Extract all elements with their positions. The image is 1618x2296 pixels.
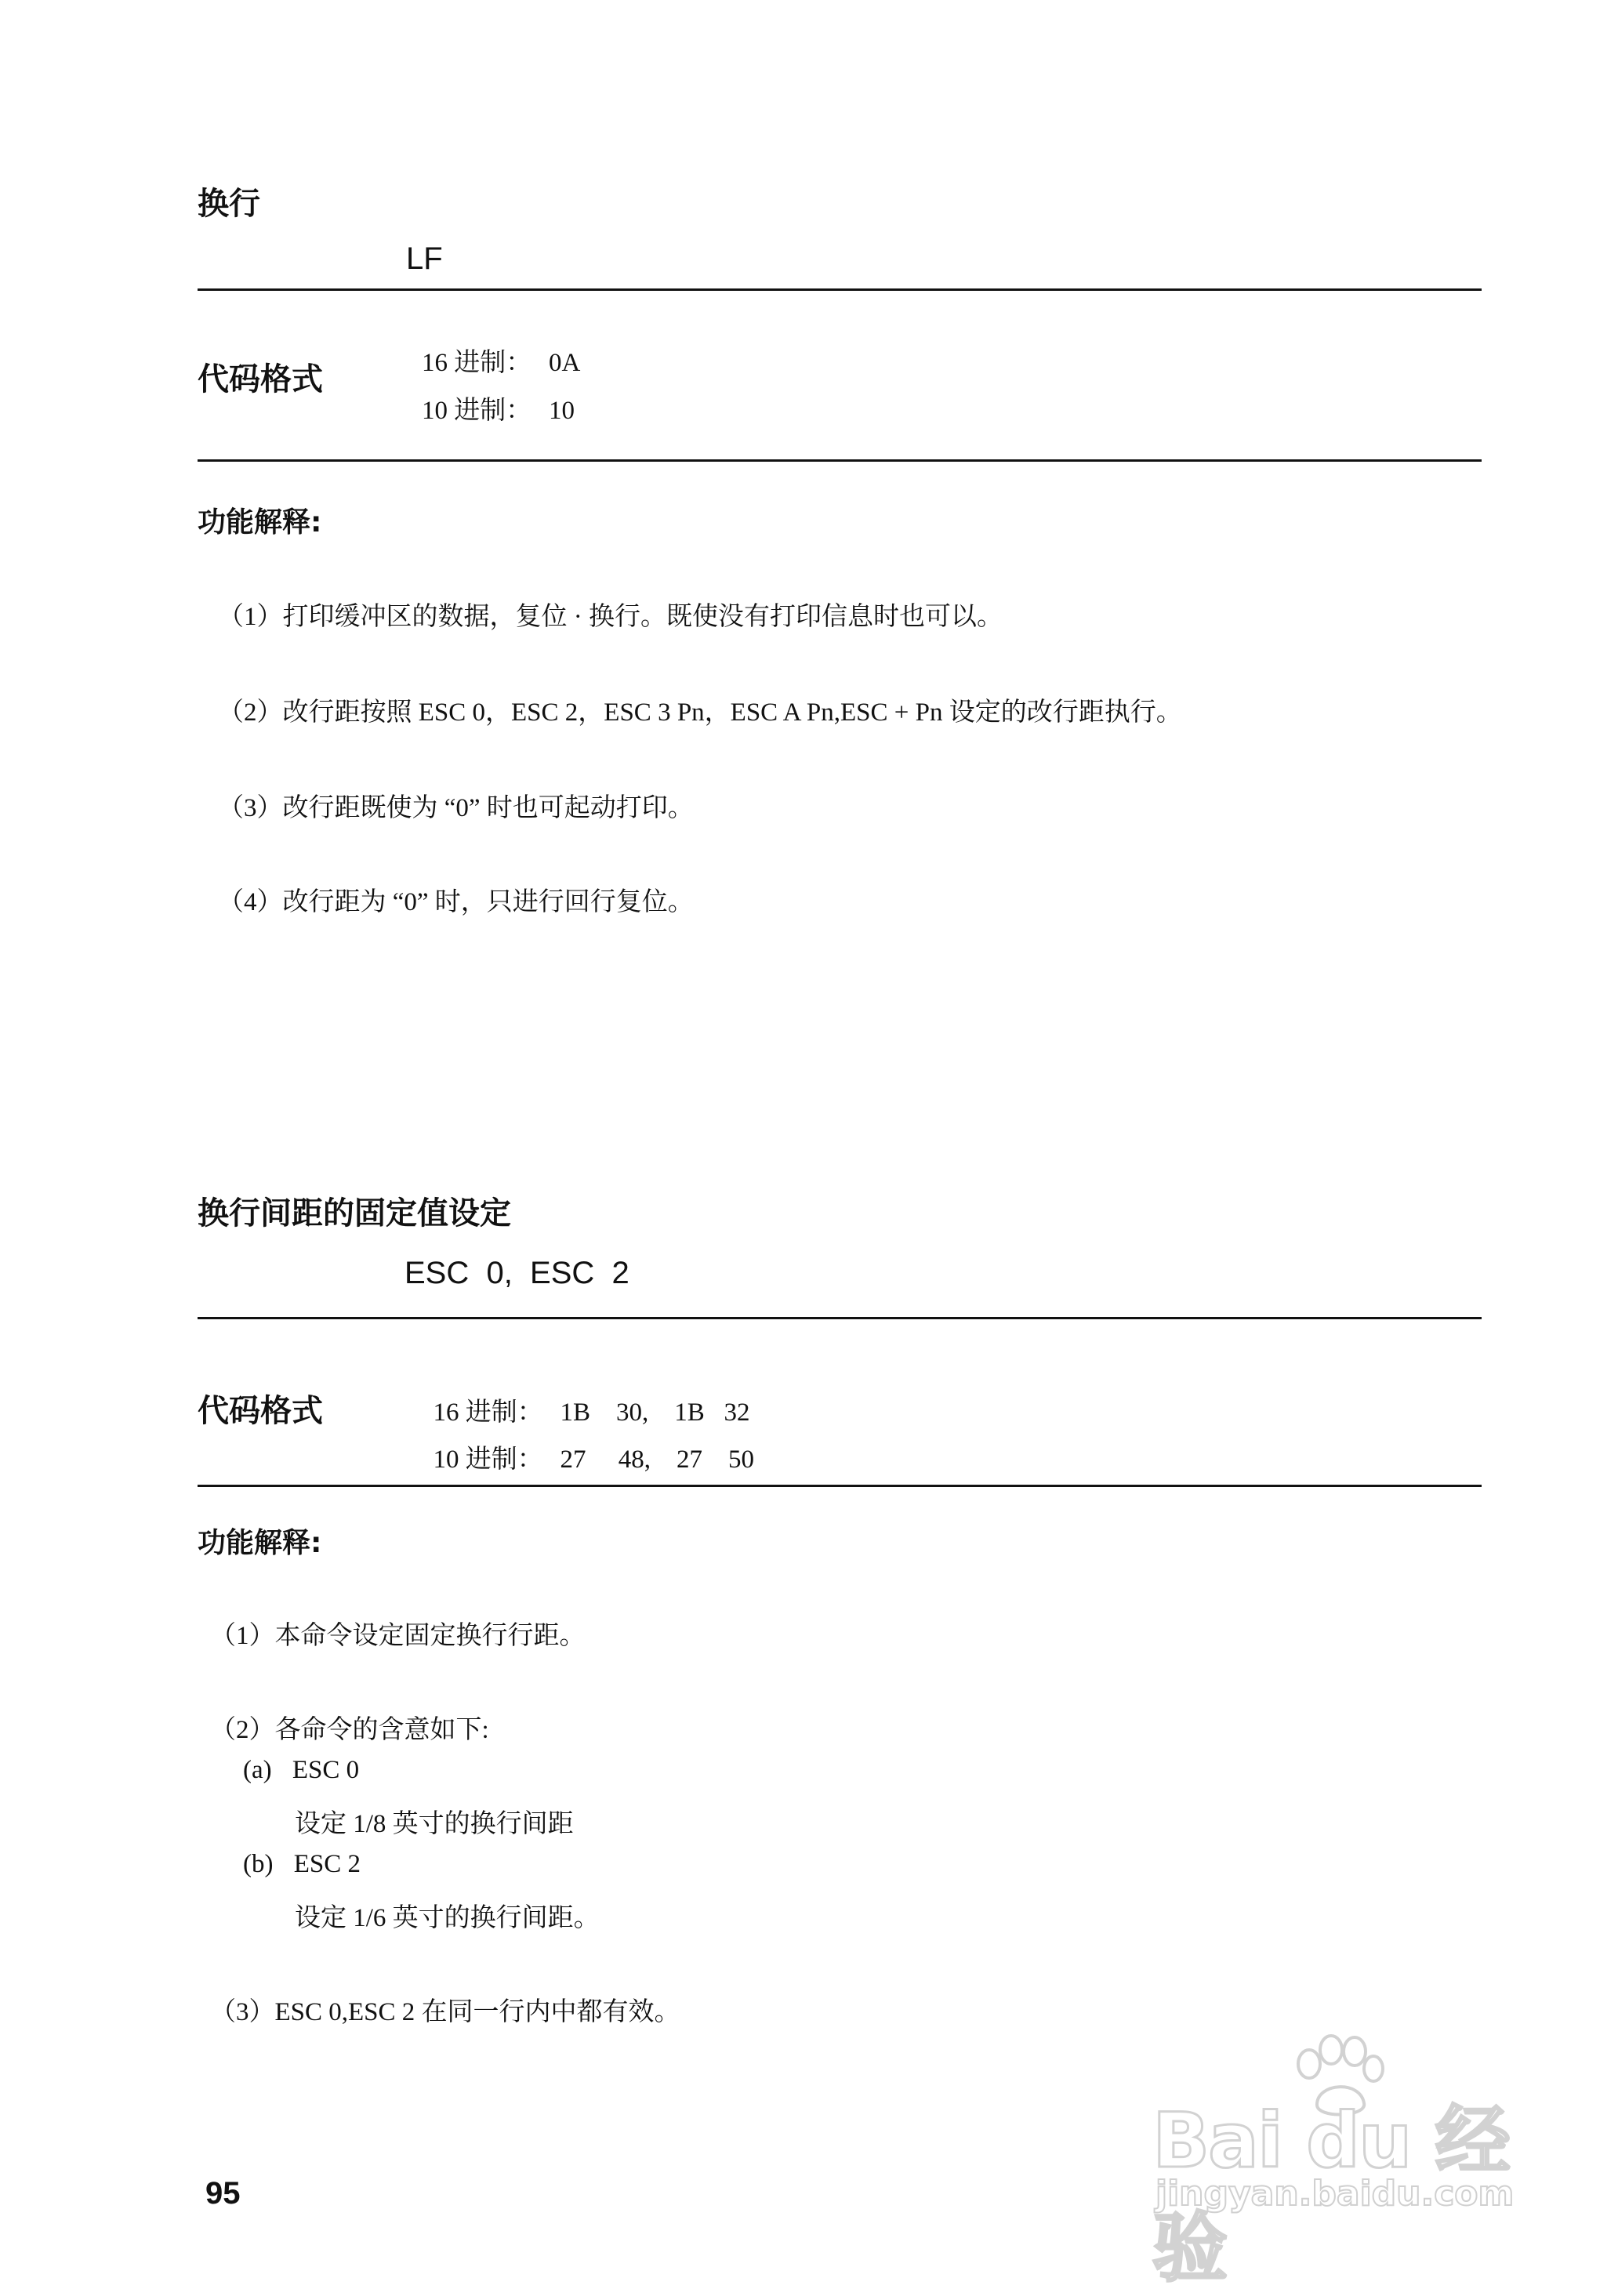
code-value: 10 (549, 397, 575, 425)
watermark-url: jingyan.baidu.com (1155, 2174, 1515, 2214)
code-value: 0A (549, 349, 581, 377)
section2-code-row-dec (420, 1409, 754, 1475)
code-key: 16 进制： (422, 349, 532, 377)
section1-code-row-hex (422, 342, 580, 379)
code-key: 10 进制： (433, 1445, 543, 1474)
section2-item-1 (210, 1615, 586, 1652)
item-number: （4） (218, 888, 283, 916)
section2-rule-top (198, 1317, 1482, 1319)
section2-item-3 (210, 1991, 680, 2028)
section2-sub-a (243, 1756, 359, 1785)
item-text: 改行距按照 ESC 0，ESC 2，ESC 3 Pn，ESC A Pn,ESC + Pn 设定的改行距执行。 (282, 698, 1182, 727)
section2-command: ESC 0, ESC 2 (404, 1256, 629, 1290)
item-number: （2） (218, 698, 283, 727)
section1-item-1 (218, 596, 1003, 633)
item-text: 改行距既使为 “0” 时也可起动打印。 (282, 794, 694, 822)
section1-rule-bottom (198, 459, 1482, 462)
item-number: （2） (210, 1716, 275, 1744)
item-text: 改行距为 “0” 时，只进行回行复位。 (282, 888, 694, 916)
item-text: 本命令设定固定换行行距。 (274, 1622, 586, 1650)
section1-code-row-dec (422, 390, 575, 426)
section2-title: 换行间距的固定值设定 (198, 1195, 511, 1231)
code-value: 27 48, 27 50 (560, 1445, 754, 1474)
section1-item-3 (218, 787, 694, 824)
section1-item-2 (218, 691, 1182, 728)
section2-sub-b (243, 1850, 361, 1879)
item-number: （3） (210, 1998, 275, 2026)
sub-command: ESC 2 (293, 1850, 361, 1878)
item-number: （1） (218, 603, 283, 631)
code-key: 16 进制： (433, 1398, 543, 1427)
code-key: 10 进制： (422, 397, 532, 425)
watermark-logo: Bai du 经验 (1152, 2097, 1509, 2292)
section2-sub-b-desc: 设定 1/6 英寸的换行间距。 (295, 1904, 600, 1932)
sub-command: ESC 0 (292, 1756, 360, 1784)
item-number: （3） (218, 794, 283, 822)
code-value: 1B 30, 1B 32 (560, 1398, 750, 1427)
section2-item-2 (210, 1709, 489, 1746)
section1-rule-top (198, 288, 1482, 291)
item-text: 各命令的含意如下: (274, 1716, 489, 1744)
section2-rule-bottom (198, 1485, 1482, 1487)
section2-code-label: 代码格式 (198, 1393, 323, 1429)
section1-code-label: 代码格式 (198, 361, 323, 397)
sub-label: (a) (243, 1756, 272, 1784)
section1-command: LF (406, 241, 443, 276)
item-text: 打印缓冲区的数据，复位 · 换行。既使没有打印信息时也可以。 (282, 603, 1003, 631)
sub-label: (b) (243, 1850, 274, 1878)
item-number: （1） (210, 1622, 275, 1650)
item-text: ESC 0,ESC 2 在同一行内中都有效。 (274, 1998, 680, 2026)
section2-func-title: 功能解释: (198, 1527, 322, 1559)
section1-item-4 (218, 881, 694, 918)
section1-title: 换行 (198, 186, 260, 222)
section2-sub-a-desc: 设定 1/8 英寸的换行间距 (295, 1810, 574, 1838)
baidu-watermark (1152, 2034, 1544, 2292)
page-number: 95 (205, 2176, 241, 2211)
section1-func-title: 功能解释: (198, 506, 322, 539)
